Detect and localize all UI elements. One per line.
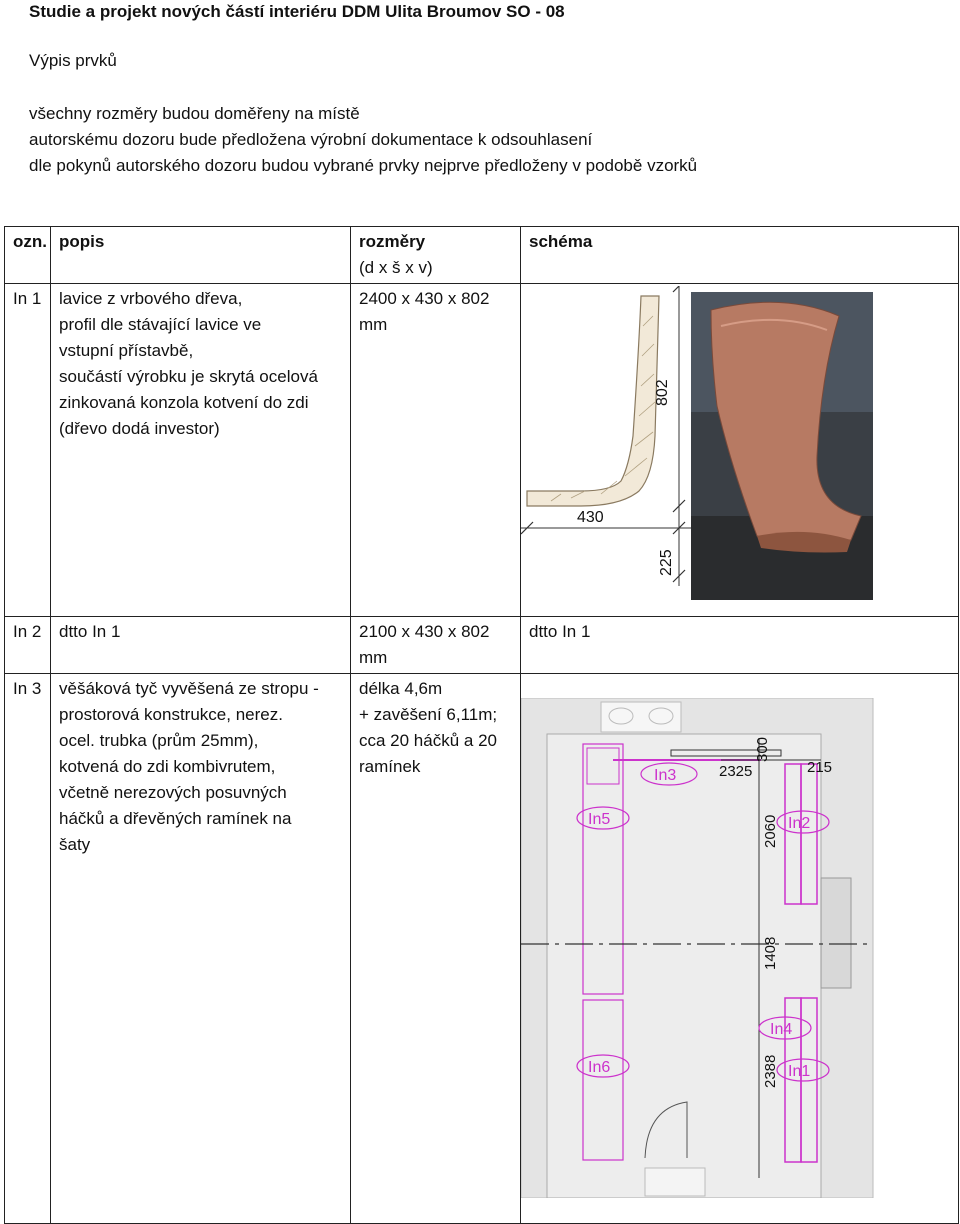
dim-2325-label: 2325 xyxy=(719,763,753,780)
table-row xyxy=(5,284,959,617)
cell-popis: dtto In 1 xyxy=(51,617,351,674)
svg-text:In3: In3 xyxy=(654,767,677,784)
rozmery-line: ramínek xyxy=(359,757,421,776)
popis-line: lavice z vrbového dřeva, xyxy=(59,289,243,308)
popis-line: ocel. trubka (prům 25mm), xyxy=(59,731,259,750)
cell-ozn: In 1 xyxy=(5,284,51,617)
svg-text:In1: In1 xyxy=(788,1063,811,1080)
header-ozn: ozn. xyxy=(5,227,51,284)
popis-line: (dřevo dodá investor) xyxy=(59,419,220,438)
popis-line: včetně nerezových posuvných xyxy=(59,783,287,802)
dim-depth-label: 430 xyxy=(577,509,604,526)
bench-photo xyxy=(691,292,873,600)
rozmery-line: 2100 x 430 x 802 xyxy=(359,622,490,641)
floor-plan-drawing xyxy=(521,698,881,1198)
dim-215-label: 215 xyxy=(807,759,833,776)
header-rozmery-label: rozměry xyxy=(359,232,426,251)
rozmery-line: + zavěšení 6,11m; xyxy=(359,705,498,724)
rozmery-line: mm xyxy=(359,648,388,667)
rozmery-line: mm xyxy=(359,315,388,334)
header-schema: schéma xyxy=(521,227,959,284)
floor-plan-schema xyxy=(521,698,881,1218)
svg-text:In4: In4 xyxy=(770,1021,793,1038)
note-line: všechny rozměry budou doměřeny na místě xyxy=(29,104,360,123)
svg-text:In6: In6 xyxy=(588,1059,611,1076)
popis-line: zinkovaná konzola kotvení do zdi xyxy=(59,393,309,412)
popis-line: vstupní přístavbě, xyxy=(59,341,194,360)
dim-height-label: 802 xyxy=(654,379,671,406)
document-subtitle: Výpis prvků xyxy=(29,51,117,70)
cell-ozn: In 3 xyxy=(5,674,51,1224)
cell-schema xyxy=(521,674,959,1224)
popis-line: věšáková tyč vyvěšená ze stropu - xyxy=(59,679,319,698)
header-rozmery xyxy=(351,227,521,284)
elements-table xyxy=(4,226,959,1224)
rozmery-line: 2400 x 430 x 802 xyxy=(359,289,490,308)
header-rozmery-sub: (d x š x v) xyxy=(359,258,433,277)
table-row xyxy=(5,674,959,1224)
note-line: dle pokynů autorského dozoru budou vybrané prvky nejprve předloženy v podobě vzorků xyxy=(29,156,698,175)
rozmery-line: cca 20 háčků a 20 xyxy=(359,731,497,750)
svg-text:In5: In5 xyxy=(588,811,611,828)
cell-ozn: In 2 xyxy=(5,617,51,674)
dim-300-label: 300 xyxy=(754,736,771,762)
cell-popis xyxy=(51,284,351,617)
bench-section-shape xyxy=(527,296,659,506)
dim-1408-label: 1408 xyxy=(762,936,779,970)
popis-line: součástí výrobku je skrytá ocelová xyxy=(59,367,318,386)
popis-line: háčků a dřevěných ramínek na xyxy=(59,809,292,828)
cell-rozmery xyxy=(351,284,521,617)
popis-line: profil dle stávající lavice ve xyxy=(59,315,262,334)
dim-2060-label: 2060 xyxy=(762,814,779,848)
cell-rozmery xyxy=(351,617,521,674)
table-row xyxy=(5,617,959,674)
notes xyxy=(29,101,697,179)
cell-schema: dtto In 1 xyxy=(521,617,959,674)
bench-schema xyxy=(521,286,881,616)
rozmery-line: délka 4,6m xyxy=(359,679,443,698)
table-header-row xyxy=(5,227,959,284)
svg-text:In2: In2 xyxy=(788,815,811,832)
popis-line: šaty xyxy=(59,835,91,854)
cell-schema xyxy=(521,284,959,617)
document-title: Studie a projekt nových částí interiéru DDM Ulita Broumov SO - 08 xyxy=(29,2,565,21)
bench-profile-drawing xyxy=(521,286,881,604)
cell-rozmery xyxy=(351,674,521,1224)
popis-line: prostorová konstrukce, nerez. xyxy=(59,705,283,724)
dim-2388-label: 2388 xyxy=(762,1054,779,1088)
note-line: autorskému dozoru bude předložena výrobní dokumentace k odsouhlasení xyxy=(29,130,593,149)
dim-base-label: 225 xyxy=(658,549,675,576)
popis-line: kotvená do zdi kombivrutem, xyxy=(59,757,276,776)
header-popis: popis xyxy=(51,227,351,284)
cell-popis xyxy=(51,674,351,1224)
